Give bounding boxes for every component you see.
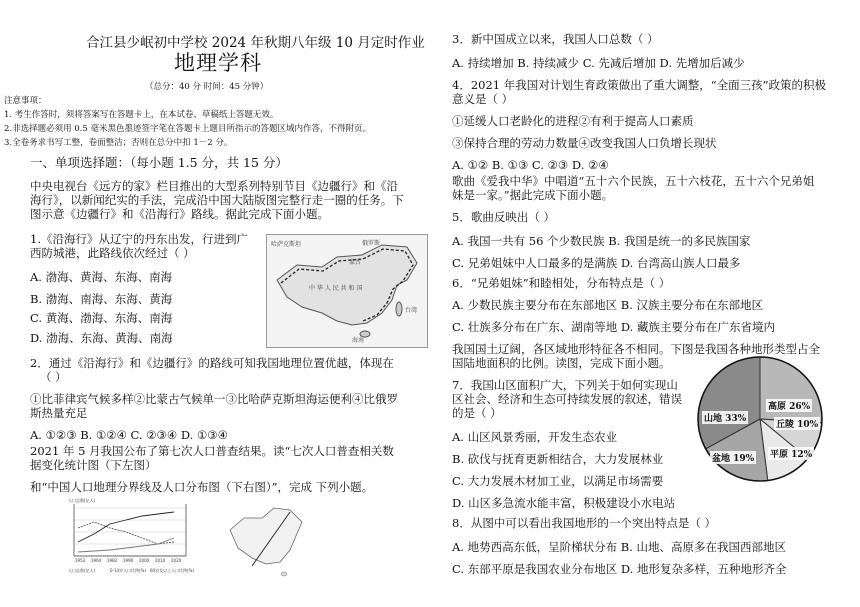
q1-option-b[interactable]: B. 渤海、南海、东海、黄海 xyxy=(30,292,173,306)
q4-stem: 意义是（ ） xyxy=(452,92,514,106)
q1-stem: 西防城港，此路线依次经过（ ） xyxy=(30,246,195,260)
terrain-pie-chart xyxy=(696,355,824,483)
q3-options[interactable]: A. 持续增加 B. 持续减少 C. 先减后增加 D. 先增加后减少 xyxy=(452,56,745,70)
intro-line: 海行》，以新闻纪实的手法，完成沿中国大陆版图完整行走一圈的任务。下 xyxy=(30,193,404,207)
legend-item: 60岁及以上人口比例(%) xyxy=(150,568,194,573)
china-route-map xyxy=(266,234,428,348)
q5-option-cd[interactable]: C. 兄弟姐妹中人口最多的是满族 D. 台湾高山族人口最多 xyxy=(452,256,741,270)
q2-stem: （ ） xyxy=(40,370,67,384)
terrain-intro: 国陆地面积的比例。读图，完成下面小题。 xyxy=(452,356,671,370)
score-time: （总分：40 分 时间：45 分钟） xyxy=(145,82,269,92)
x-tick: 2020 xyxy=(171,558,182,563)
x-tick: 1982 xyxy=(107,558,118,563)
census-intro: 据变化统计图（下左图） xyxy=(30,458,157,472)
population-map-drawing xyxy=(224,500,308,580)
map-label: 中 华 人 民 共 和 国 xyxy=(309,285,363,292)
map-label: 哈萨克斯坦 xyxy=(271,241,302,248)
pie-label-basin: 盆地 19% xyxy=(710,451,756,464)
terrain-intro: 我国国土辽阔，各区域地形特征各不相同。下图是我国各种地形类型占全 xyxy=(452,342,820,356)
q1-option-d[interactable]: D. 渤海、东海、黄海、南海 xyxy=(30,331,173,345)
q1-option-c[interactable]: C. 黄海、渤海、东海、南海 xyxy=(30,311,173,325)
map-label: 海南 xyxy=(352,337,365,344)
note-line: 1. 考生作答时，须将答案写在答题卡上，在本试卷、草稿纸上答题无效。 xyxy=(4,110,279,120)
intro-line: 中央电视台《远方的家》栏目推出的大型系列特别节目《边疆行》和《沿 xyxy=(30,179,398,193)
x-tick: 1964 xyxy=(91,558,102,563)
q7-option-c[interactable]: C. 大力发展木材加工业，以满足市场需要 xyxy=(452,474,664,488)
q1-stem: 1.《沿海行》从辽宁的丹东出发，行进到广 xyxy=(30,232,248,246)
x-tick: 1953 xyxy=(75,558,86,563)
subject-title: 地理学科 xyxy=(174,51,262,75)
census-intro: 2021 年 5 月我国公布了第七次人口普查结果。读“七次人口普查相关数 xyxy=(30,444,394,458)
y-axis-label: 人口总数(亿人) xyxy=(68,498,96,503)
q4-stem: 4．2021 年我国对计划生育政策做出了重大调整，“全面三孩”政策的积极 xyxy=(452,78,826,92)
q6-stem: 6．“兄弟姐妹”和睦相处，分布特点是（ ） xyxy=(452,276,671,290)
note-line: 3.全卷务求书写工整，卷面整洁；否则在总分中扣 1－2 分。 xyxy=(4,138,233,148)
census-chart-drawing xyxy=(66,498,194,580)
census-intro: 和“中国人口地理分界线及人口分布图（下右图）”，完成 下列小题。 xyxy=(30,480,374,494)
q6-option-ab[interactable]: A. 少数民族主要分布在东部地区 B. 汉族主要分布在东部地区 xyxy=(452,298,764,312)
census-chart xyxy=(66,498,194,580)
q4-options[interactable]: A. ①② B. ①③ C. ②③ D. ②④ xyxy=(452,158,609,172)
q7-option-a[interactable]: A. 山区风景秀丽，开发生态农业 xyxy=(452,430,618,444)
q8-option-cd[interactable]: C. 东部平原是我国农业分布地区 D. 地形复杂多样，五种地形齐全 xyxy=(452,562,787,576)
q2-stem: 2．通过《沿海行》和《边疆行》的路线可知我国地理位置优越，体现在 xyxy=(30,356,394,370)
x-tick: 2000 xyxy=(139,558,150,563)
q7-option-d[interactable]: D. 山区多急流水能丰富，积极建设小水电站 xyxy=(452,496,676,510)
q5-stem: 5．歌曲反映出（ ） xyxy=(452,210,555,224)
q7-stem: 区社会、经济和生态可持续发展的叙述，错误 xyxy=(452,392,682,406)
section-heading: 一、单项选择题：（每小题 1.5 分，共 15 分） xyxy=(30,155,288,170)
exam-title: 合江县少岷初中学校 2024 年秋期八年级 10 月定时作业 xyxy=(86,35,425,51)
x-tick: 2010 xyxy=(155,558,166,563)
q2-items: 斯热量充足 xyxy=(30,406,88,420)
pie-label-mountain: 山地 33% xyxy=(702,411,748,424)
pie-label-plain: 平原 12% xyxy=(768,447,814,460)
x-tick: 1990 xyxy=(123,558,134,563)
q4-items: ③保持合理的劳动力数量④改变我国人口负增长现状 xyxy=(452,136,717,150)
map-label: 台湾 xyxy=(405,307,418,314)
population-map xyxy=(224,500,308,580)
note-line: 2.非选择题必须用 0.5 毫米黑色墨迹签字笔在答题卡上题目所指示的答题区域内作答，不得附页。 xyxy=(4,124,372,134)
q8-stem: 8．从图中可以看出我国地形的一个突出特点是（ ） xyxy=(452,516,716,530)
song-intro: 歌曲《爱我中华》中唱道“五十六个民族，五十六枝花，五十六个兄弟姐 xyxy=(452,174,815,188)
q7-stem: 7．我国山区面积广大，下列关于如何实现山 xyxy=(452,378,678,392)
song-intro: 妹是一家。”据此完成下面小题。 xyxy=(452,188,614,202)
notes-heading: 注意事项： xyxy=(4,96,47,106)
q4-items: ①延缓人口老龄化的进程②有利于提高人口素质 xyxy=(452,114,694,128)
map-label: 俄罗斯 xyxy=(362,240,381,247)
pie-slice-高原 xyxy=(760,357,822,423)
pie-label-plateau: 高原 26% xyxy=(766,399,812,412)
intro-line: 图示意《边疆行》和《沿海行》路线。据此完成下面小题。 xyxy=(30,207,329,221)
q2-options[interactable]: A. ①②③ B. ①②④ C. ②③④ D. ①③④ xyxy=(30,428,228,442)
pie-label-hills: 丘陵 10% xyxy=(774,417,820,430)
q3-stem: 3．新中国成立以来，我国人口总数（ ） xyxy=(452,32,659,46)
legend-item: 0-14岁人口比例(%) xyxy=(110,568,146,573)
q2-items: ①比菲律宾气候多样②比蒙古气候单一③比哈萨克斯坦海运便利④比俄罗 xyxy=(30,392,398,406)
q6-option-cd[interactable]: C. 壮族多分布在广东、湖南等地 D. 藏族主要分布在广东省境内 xyxy=(452,320,775,334)
legend-item: 人口总数(亿人) xyxy=(68,568,96,573)
q7-option-b[interactable]: B. 砍伐与抚育更新相结合，大力发展林业 xyxy=(452,452,664,466)
q8-option-ab[interactable]: A. 地势西高东低，呈阶梯状分布 B. 山地、高原多在我国西部地区 xyxy=(452,540,787,554)
q1-option-a[interactable]: A. 渤海、黄海、东海、南海 xyxy=(30,270,173,284)
q5-option-ab[interactable]: A. 我国一共有 56 个少数民族 B. 我国是统一的多民族国家 xyxy=(452,234,751,248)
map-label: 蒙古 xyxy=(349,259,362,266)
q7-stem: 的是（ ） xyxy=(452,406,502,420)
